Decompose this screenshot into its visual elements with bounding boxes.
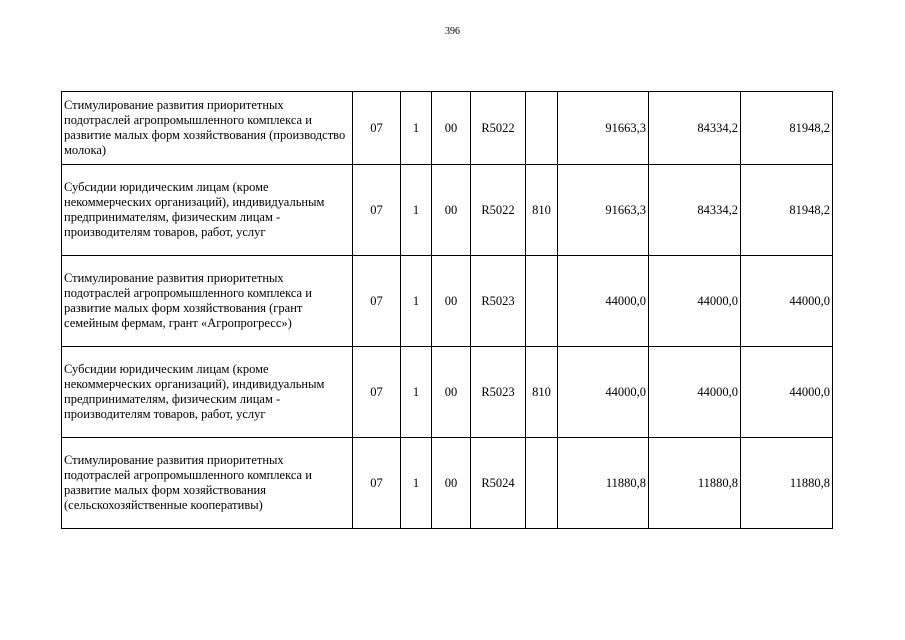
row-description: Стимулирование развития приоритетных подотраслей агропромышленного комплекса и развитие малых форм хозяйствования (сельскохозяйственные кооперативы): [62, 438, 353, 529]
target-code: R5023: [471, 256, 526, 347]
subsection-code: 1: [401, 347, 432, 438]
page-number: 396: [445, 26, 460, 37]
amount-year-1: 44000,0: [558, 347, 649, 438]
expense-type-code: [526, 92, 558, 165]
amount-year-2: 11880,8: [649, 438, 741, 529]
expense-type-code: [526, 256, 558, 347]
program-code: 00: [432, 165, 471, 256]
row-description: Субсидии юридическим лицам (кроме некоммерческих организаций), индивидуальным предпринимателям, физическим лицам - производителям товаров, работ, услуг: [62, 347, 353, 438]
expense-type-code: 810: [526, 347, 558, 438]
amount-year-3: 81948,2: [741, 92, 833, 165]
amount-year-3: 44000,0: [741, 256, 833, 347]
amount-year-1: 11880,8: [558, 438, 649, 529]
program-code: 00: [432, 256, 471, 347]
table-row: [62, 438, 833, 529]
amount-year-1: 44000,0: [558, 256, 649, 347]
amount-year-2: 44000,0: [649, 256, 741, 347]
subsection-code: 1: [401, 438, 432, 529]
budget-table: [61, 91, 833, 529]
program-code: 00: [432, 92, 471, 165]
expense-type-code: [526, 438, 558, 529]
row-description: Субсидии юридическим лицам (кроме некоммерческих организаций), индивидуальным предпринимателям, физическим лицам - производителям товаров, работ, услуг: [62, 165, 353, 256]
target-code: R5023: [471, 347, 526, 438]
program-code: 00: [432, 438, 471, 529]
table-row: [62, 165, 833, 256]
section-code: 07: [353, 347, 401, 438]
target-code: R5022: [471, 165, 526, 256]
row-description: Стимулирование развития приоритетных подотраслей агропромышленного комплекса и развитие малых форм хозяйствования (грант семейным фермам, грант «Агропрогресс»): [62, 256, 353, 347]
amount-year-1: 91663,3: [558, 165, 649, 256]
subsection-code: 1: [401, 256, 432, 347]
amount-year-3: 44000,0: [741, 347, 833, 438]
amount-year-3: 81948,2: [741, 165, 833, 256]
section-code: 07: [353, 256, 401, 347]
amount-year-2: 84334,2: [649, 92, 741, 165]
section-code: 07: [353, 165, 401, 256]
table-row: [62, 256, 833, 347]
amount-year-3: 11880,8: [741, 438, 833, 529]
target-code: R5022: [471, 92, 526, 165]
amount-year-1: 91663,3: [558, 92, 649, 165]
amount-year-2: 84334,2: [649, 165, 741, 256]
row-description: Стимулирование развития приоритетных подотраслей агропромышленного комплекса и развитие малых форм хозяйствования (производство молока): [62, 92, 353, 165]
section-code: 07: [353, 438, 401, 529]
table-row: [62, 347, 833, 438]
section-code: 07: [353, 92, 401, 165]
subsection-code: 1: [401, 165, 432, 256]
table-row: [62, 92, 833, 165]
amount-year-2: 44000,0: [649, 347, 741, 438]
target-code: R5024: [471, 438, 526, 529]
expense-type-code: 810: [526, 165, 558, 256]
subsection-code: 1: [401, 92, 432, 165]
program-code: 00: [432, 347, 471, 438]
